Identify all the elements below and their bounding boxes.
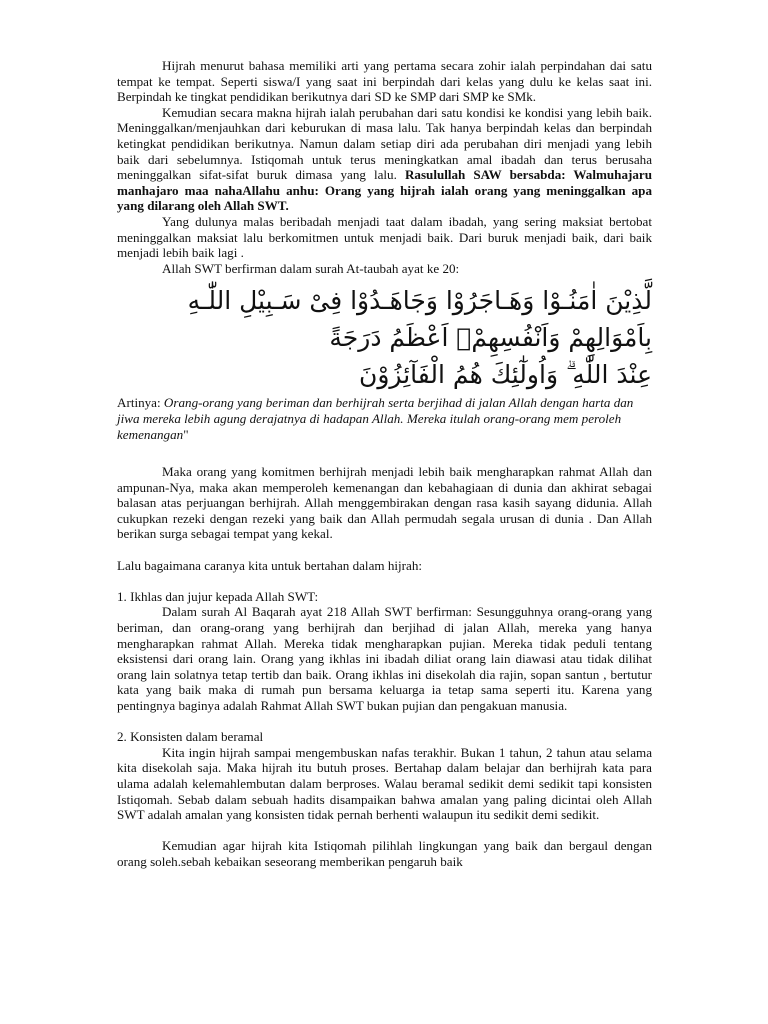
- paragraph-bertahan-intro: Lalu bagaimana caranya kita untuk bertahan dalam hijrah:: [117, 557, 423, 573]
- paragraph-hijrah-bahasa: Hijrah menurut bahasa memiliki arti yang pertama secara zohir ialah perpindahan dai satu tempat ke tempat. Seperti siswa/I yang saat ini berpindah dari kelas yang dulu ke kelas saat ini. Berpindah ke tingkat pendidikan berikutnya dari SD ke SMP dari SMP ke SMk.: [117, 58, 652, 105]
- document-body: [117, 58, 652, 870]
- translation-paragraph: [117, 395, 652, 442]
- arabic-verse-line-2: بِاَمْوَالِهِمْ وَاَنْفُسِهِمْۙ اَعْظَمُ دَرَجَةً: [329, 323, 652, 353]
- heading-ikhlas: 1. Ikhlas dan jujur kepada Allah SWT:: [117, 588, 319, 604]
- translation-end-quote: ": [183, 426, 189, 442]
- paragraph-lingkungan: Kemudian agar hijrah kita Istiqomah pilihlah lingkungan yang baik dan bergaul dengan orang soleh.sebah kebaikan seseorang memberikan pengaruh baik: [117, 838, 652, 869]
- paragraph-firman-intro: Allah SWT berfirman dalam surah At-taubah ayat ke 20:: [162, 260, 460, 276]
- arabic-verse-line-1: لَّذِيْنَ اٰمَنُـوْا وَهَـاجَرُوْا وَجَاهَـدُوْا فِىْ سَـبِيْلِ اللّٰـهِ: [187, 286, 652, 316]
- translation-label: Artinya:: [117, 395, 164, 411]
- paragraph-perubahan: Yang dulunya malas beribadah menjadi taat dalam ibadah, yang sering maksiat bertobat meninggalkan maksiat lalu berkomitmen untuk menjadi baik. Dari buruk menjadi baik, dari baik menjadi lebih baik lagi .: [117, 213, 652, 261]
- hadith-quote: Rasulullah SAW bersabda: Walmuhajaru manhajaro maa nahaAllahu anhu: Orang yang hijrah ialah orang yang meninggalkan apa yang dilarang oleh Allah SWT.: [117, 167, 652, 214]
- translation-text: Orang-orang yang beriman dan berhijrah serta berjihad di jalan Allah dengan harta dan jiwa mereka lebih agung derajatnya di hadapan Allah. Mereka itulah orang-orang mem peroleh kemenangan: [117, 395, 634, 442]
- paragraph-hijrah-makna: [117, 105, 652, 214]
- arabic-verse-line-3: عِنْدَ اللّٰهِ ۗ وَاُولٰٓئِكَ هُمُ الْفَآئِزُوْنَ: [358, 360, 652, 390]
- paragraph-konsisten: Kita ingin hijrah sampai mengembuskan nafas terakhir. Bukan 1 tahun, 2 tahun atau selama kita disekolah saja. Maka hijrah itu butuh proses. Bertahap dalam belajar dan berhijrah kata para ulama adalah kelemahlembutan dalam berproses. Walau beramal sedikit demi sedikit tapi konsisten Istiqomah. Sebab dalam sebuah hadits disampaikan bahwa amalan yang paling dicintai oleh Allah SWT adalah amalan yang konsisten tidak pernah berhenti walaupun itu sedikit demi sedikit.: [117, 744, 652, 823]
- paragraph-komitmen: Maka orang yang komitmen berhijrah menjadi lebih baik mengharapkan rahmat Allah dan ampunan-Nya, maka akan memperoleh kemenangan dan kebahagiaan di dunia dan akhirat sebagai balasan atas perjuangan berhijrah. Allah menggembirakan dengan rasa kasih sayang didunia. Allah cukupkan rezeki dengan rezeki yang baik dan Allah permudah segala urusan di dunia . Dan Allah berikan surga sebagai tempat yang kekal.: [117, 464, 652, 542]
- heading-konsisten: 2. Konsisten dalam beramal: [117, 729, 264, 745]
- arabic-verse: [117, 282, 652, 393]
- paragraph-ikhlas: Dalam surah Al Baqarah ayat 218 Allah SWT berfirman: Sesungguhnya orang-orang yang beriman, dan orang-orang yang berhijrah dan berjihad di jalan Allah, mereka yang hanya mengharapkan rahmat Allah. Mereka tidak mengharapkan pujian. Mereka tidak peduli tentang eksistensi dari orang lain. Orang yang ikhlas ini ibadah diliat orang lain diawasi atau tidak dilihat orang lain solatnya tetap tertib dan baik. Orang ikhlas ini disekolah dia rajin, sopan santun , bertutur kata yang baik maka di rumah pun bersama keluarga ia tetap sama seperti itu. Karena yang pentingnya baginya adalah Rahmat Allah SWT bukan pujian dan pengakuan manusia.: [117, 604, 652, 713]
- paragraph-hijrah-makna-text: Kemudian secara makna hijrah ialah perubahan dari satu kondisi ke kondisi yang lebih baik. Meninggalkan/menjauhkan dari keburukan di masa lalu. Tak hanya berpindah kelas dan berpindah ketingkat pendidikan berikutnya. Namun dalam setiap diri ada perubahan diri menjadi yang lebih baik dari sebelumnya. Istiqomah untuk terus meningkatkan amal ibadah dan terus berusaha meninggalkan sifat-sifat buruk dimasa yang lalu.: [117, 104, 652, 183]
